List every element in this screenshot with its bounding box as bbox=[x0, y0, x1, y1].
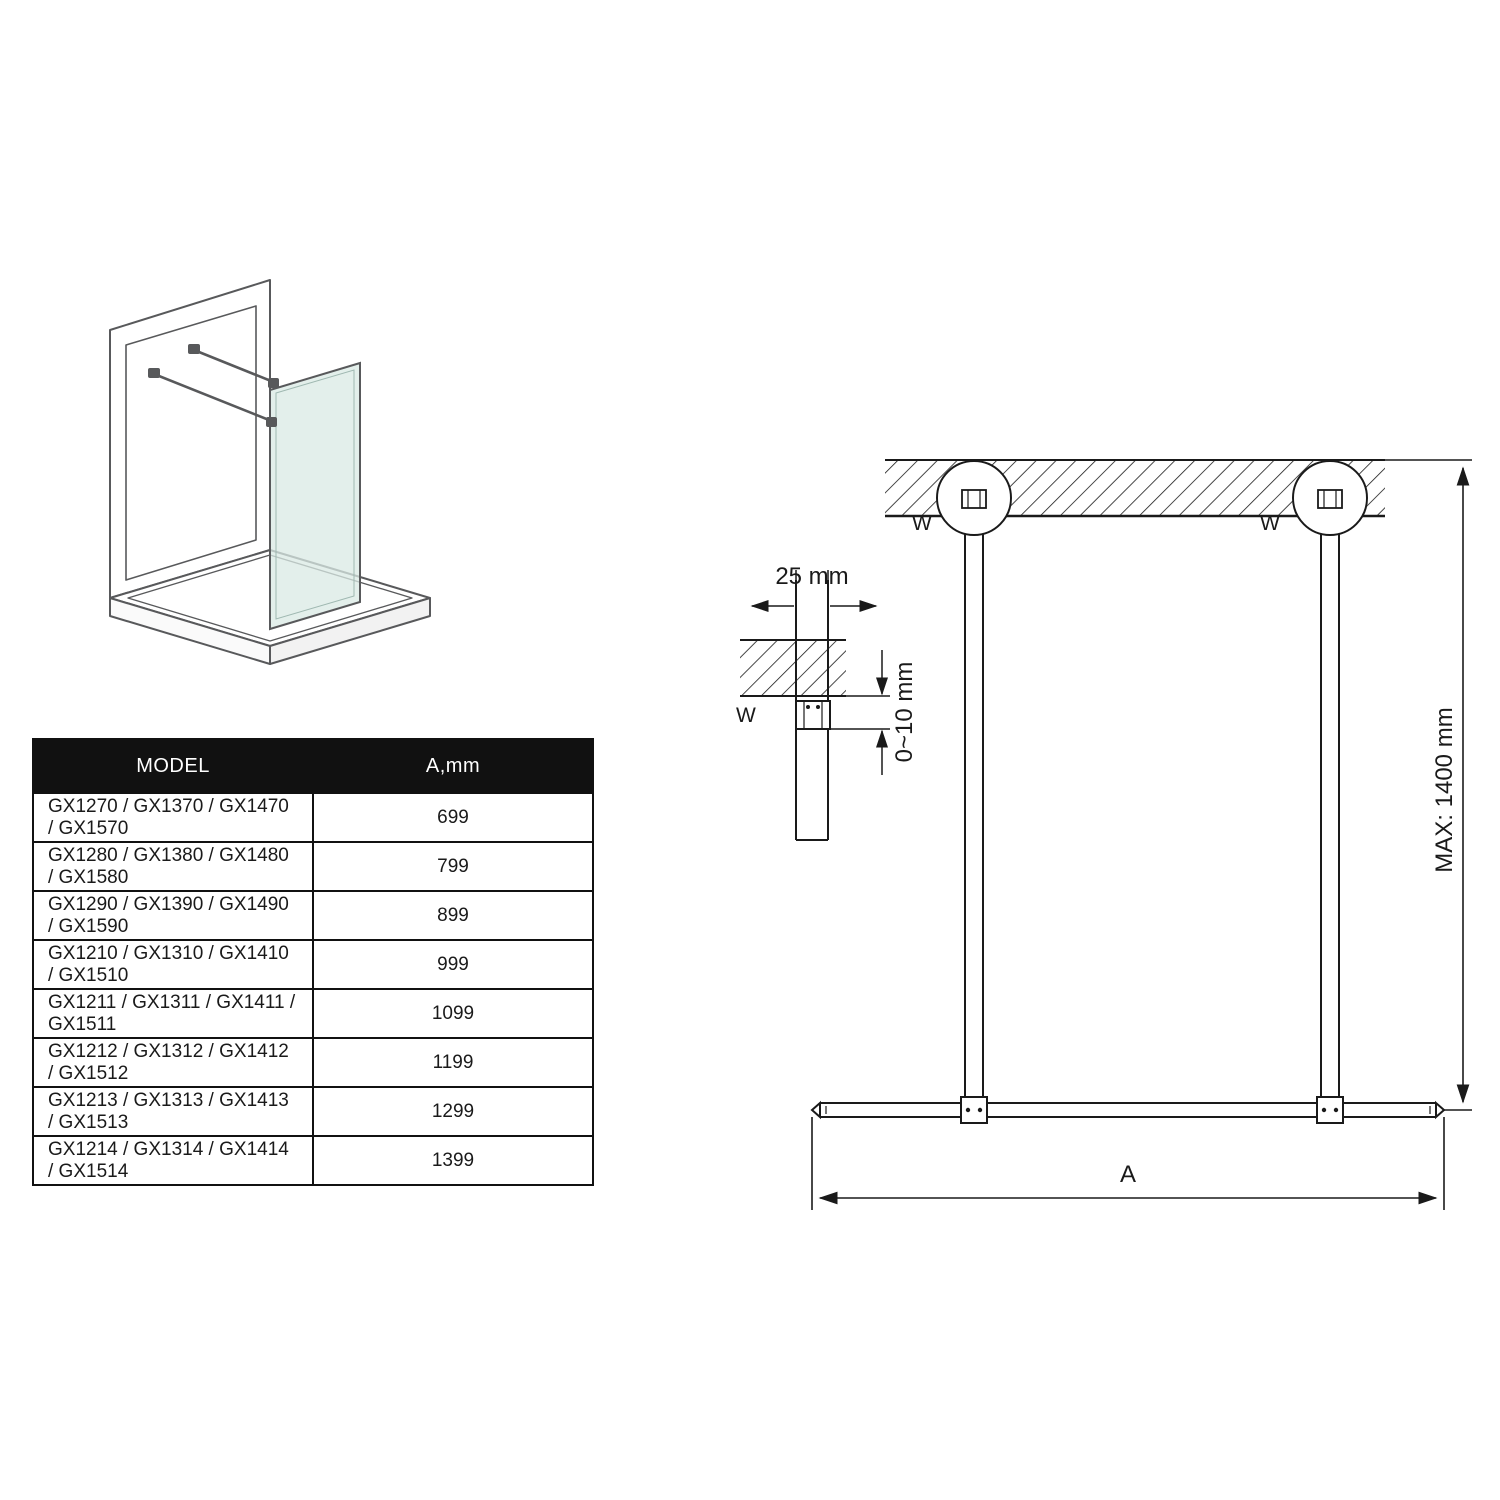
table-row bbox=[33, 989, 593, 1038]
table-row bbox=[33, 1087, 593, 1136]
table-row bbox=[33, 891, 593, 940]
rail-connector-left bbox=[961, 1097, 987, 1123]
detail-thickness-label: 25 mm bbox=[775, 563, 849, 590]
detail-gap-label: 0~10 mm bbox=[891, 661, 918, 763]
cell-model: GX1213 / GX1313 / GX1413 / GX1513 bbox=[33, 1087, 313, 1136]
isometric-illustration bbox=[70, 250, 490, 680]
detail-bracket bbox=[736, 701, 830, 729]
table-header-row bbox=[33, 739, 593, 793]
table-row bbox=[33, 793, 593, 842]
table-row bbox=[33, 1136, 593, 1185]
table-header-model: MODEL bbox=[33, 739, 313, 793]
table-row bbox=[33, 1038, 593, 1087]
model-dimension-table bbox=[32, 738, 594, 1186]
cell-model: GX1270 / GX1370 / GX1470 / GX1570 bbox=[33, 793, 313, 842]
cell-dimension: 1399 bbox=[313, 1136, 593, 1185]
cell-dimension: 999 bbox=[313, 940, 593, 989]
bracket-left-label: W bbox=[912, 512, 932, 535]
cell-dimension: 1099 bbox=[313, 989, 593, 1038]
detail-bracket-label: W bbox=[736, 704, 756, 727]
table-header-dimension: A,mm bbox=[313, 739, 593, 793]
cell-model: GX1210 / GX1310 / GX1410 / GX1510 bbox=[33, 940, 313, 989]
cell-dimension: 699 bbox=[313, 793, 593, 842]
left-vertical-profile bbox=[965, 516, 983, 1110]
bottom-rail bbox=[812, 1103, 1444, 1117]
technical-drawing bbox=[700, 420, 1490, 1250]
cell-dimension: 799 bbox=[313, 842, 593, 891]
detail-section-view bbox=[736, 563, 918, 840]
table-row bbox=[33, 842, 593, 891]
cell-dimension: 899 bbox=[313, 891, 593, 940]
table-row bbox=[33, 940, 593, 989]
width-dimension-label: A bbox=[1119, 1161, 1137, 1188]
cell-model: GX1280 / GX1380 / GX1480 / GX1580 bbox=[33, 842, 313, 891]
bracket-right-label: W bbox=[1260, 512, 1280, 535]
rail-connector-right bbox=[1317, 1097, 1343, 1123]
right-vertical-profile bbox=[1321, 516, 1339, 1110]
cell-model: GX1211 / GX1311 / GX1411 / GX1511 bbox=[33, 989, 313, 1038]
cell-dimension: 1299 bbox=[313, 1087, 593, 1136]
cell-dimension: 1199 bbox=[313, 1038, 593, 1087]
height-dimension-label: MAX: 1400 mm bbox=[1431, 707, 1458, 873]
cell-model: GX1290 / GX1390 / GX1490 / GX1590 bbox=[33, 891, 313, 940]
cell-model: GX1214 / GX1314 / GX1414 / GX1514 bbox=[33, 1136, 313, 1185]
cell-model: GX1212 / GX1312 / GX1412 / GX1512 bbox=[33, 1038, 313, 1087]
height-dimension bbox=[1385, 460, 1472, 1110]
